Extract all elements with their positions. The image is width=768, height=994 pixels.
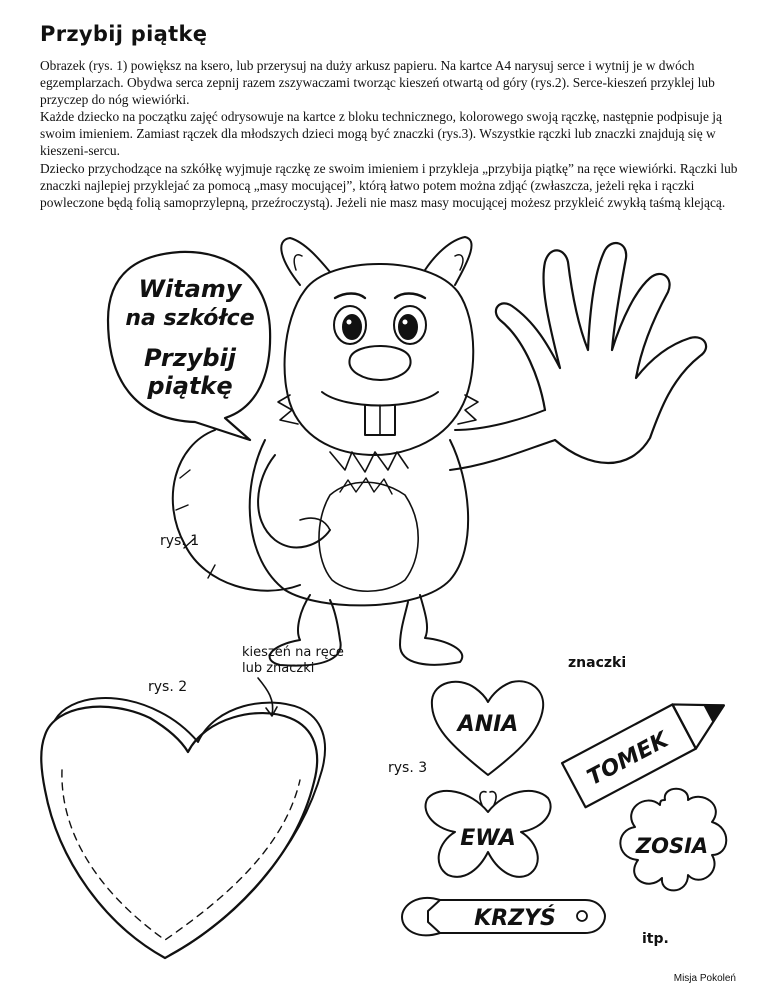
flower-badge-name: ZOSIA — [635, 834, 709, 858]
wrench-badge-name: KRZYŚ — [474, 906, 556, 931]
pencil-badge — [562, 683, 736, 807]
paragraph-3: Dziecko przychodzące na szkółkę wyjmuje rączkę ze swoim imieniem i przykleja „przybija piątkę” na ręce wiewiórki. Rączki lub znaczki najlepiej przyklejać za pomocą „masy mocującej”, którą łatwo potem można zdjąć (zwłaszcza, jeżeli ręka i rączki powleczone będą folią samoprzylepną, przeźroczystą). Jeżeli nie masz masy mocującej możesz przykleić zwykłą taśmą klejącą. — [40, 160, 738, 210]
pocket-arrow — [258, 678, 273, 715]
speech-line-3: Przybij — [144, 344, 236, 372]
znaczki-label: znaczki — [568, 655, 627, 671]
rys2-label: rys. 2 — [148, 679, 188, 695]
rys1-label: rys. 1 — [160, 533, 200, 549]
heart-pocket — [41, 698, 325, 958]
paragraph-2: Każde dziecko na początku zajęć odrysowuje na kartce z bloku technicznego, kolorowego swoją rączkę, następnie podpisuje ją swoim imieniem. Zamiast rączek dla młodszych dzieci mogą być znaczki (rys.3). Wszystkie rączki lub znaczki znajdują się w kieszeni-sercu. — [40, 109, 722, 159]
rys3-label: rys. 3 — [388, 760, 428, 776]
page-title: Przybij piątkę — [40, 22, 208, 46]
pencil-badge-name: TOMEK — [583, 727, 673, 791]
pocket-label-line2: lub znaczki — [242, 661, 315, 676]
pocket-label-line1: kieszeń na ręce — [242, 645, 344, 660]
heart-badge-name: ANIA — [457, 712, 519, 737]
itp-label: itp. — [642, 931, 669, 947]
paragraph-1: Obrazek (rys. 1) powiększ na ksero, lub przerysuj na duży arkusz papieru. Na kartce A4 narysuj serce i wytnij je w dwóch egzemplarzach. Obydwa serca zepnij razem zszywaczami tworząc kieszeń otwartą od góry (rys.2). Serce-kieszeń przyklej lub przyczep do nóg wiewiórki. — [40, 58, 715, 108]
butterfly-badge-name: EWA — [460, 826, 516, 851]
speech-line-2: na szkółce — [125, 306, 255, 331]
speech-line-1: Witamy — [138, 275, 242, 303]
squirrel-figure — [173, 237, 706, 666]
speech-line-4: piątkę — [147, 372, 233, 400]
footer-credit: Misja Pokoleń — [673, 973, 736, 984]
